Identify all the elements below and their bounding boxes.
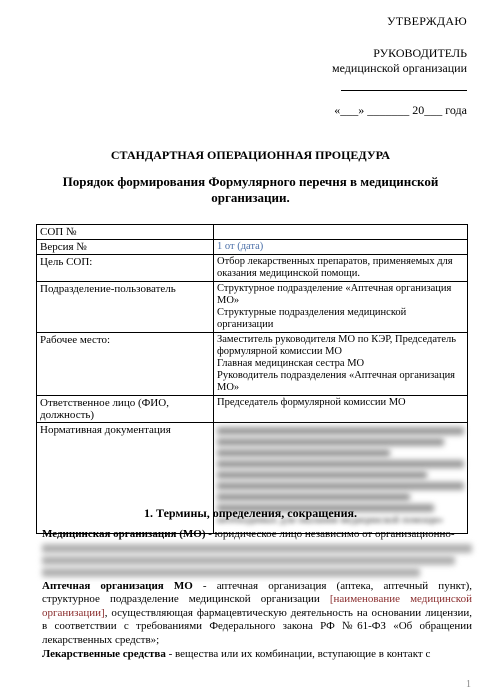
approval-block	[332, 14, 467, 118]
version-date: от (дата)	[224, 241, 264, 252]
term-name: Аптечная организация МО	[42, 579, 193, 592]
redacted-text	[42, 568, 420, 577]
norm-docs-tail: необходимых для оказания медицинской помощи»	[217, 515, 444, 526]
sop-number-label: СОП №	[37, 225, 214, 240]
version-number: 1	[217, 241, 223, 252]
responsible-value: Председатель формулярной комиссии МО	[214, 396, 468, 423]
table-row	[37, 225, 468, 240]
redacted-text	[217, 482, 464, 490]
version-value	[214, 240, 468, 255]
term-definition: , осуществляющая фармацевтическую деятельность на основании лицензии, в соответствии с требованиями Федерального закона РФ №61-ФЗ «Об обращении лекарственных средств»;	[42, 606, 472, 646]
user-dept-item: Структурные подразделения медицинской организации	[217, 307, 407, 330]
term-definition: - вещества или их комбинации, вступающие в контакт с	[165, 647, 431, 660]
redacted-text	[217, 449, 390, 457]
user-dept-label: Подразделение-пользователь	[37, 282, 214, 333]
user-dept-value	[214, 282, 468, 333]
version-label: Версия №	[37, 240, 214, 255]
table-row	[37, 255, 468, 282]
redacted-text	[42, 544, 472, 553]
workplace-item: Заместитель руководителя МО по КЭР, Председатель формулярной комиссии МО	[217, 334, 457, 357]
redacted-text	[217, 471, 427, 479]
term-paragraph	[42, 528, 472, 542]
term-paragraph	[42, 648, 472, 662]
term-name: Лекарственные средства	[42, 647, 166, 660]
table-row	[37, 333, 468, 396]
workplace-value	[214, 333, 468, 396]
sop-number-value	[214, 225, 468, 240]
redacted-text	[42, 556, 455, 565]
approval-word: УТВЕРЖДАЮ	[386, 14, 467, 28]
redacted-text	[217, 427, 464, 435]
table-row	[37, 240, 468, 255]
term-paragraph	[42, 580, 472, 648]
section-heading: 1. Термины, определения, сокращения.	[144, 506, 357, 520]
redacted-text	[217, 460, 464, 468]
org-name-placeholder: [наименование медицинской организации]	[42, 593, 472, 619]
document-title: СТАНДАРТНАЯ ОПЕРАЦИОННАЯ ПРОЦЕДУРА	[110, 148, 391, 162]
redacted-text	[217, 438, 444, 446]
page-number: 1	[466, 679, 471, 690]
user-dept-item: Структурное подразделение «Аптечная организация МО»	[217, 283, 452, 306]
goal-value: Отбор лекарственных препаратов, применяемых для оказания медицинской помощи.	[214, 255, 468, 282]
goal-label: Цель СОП:	[37, 255, 214, 282]
responsible-label: Ответственное лицо (ФИО, должность)	[37, 396, 214, 423]
terms-body	[42, 528, 472, 661]
workplace-item: Главная медицинская сестра МО	[217, 358, 365, 369]
table-row	[37, 396, 468, 423]
approval-date-line: «___» _______ 20___ года	[334, 103, 467, 117]
term-definition: - аптечная организация (аптека, аптечный пункт), структурное подразделение медицинской организации	[42, 579, 472, 606]
term-name: Медицинская организация (МО)	[42, 528, 206, 540]
approval-role: РУКОВОДИТЕЛЬ	[373, 46, 467, 60]
table-row	[37, 282, 468, 333]
approval-org: медицинской организации	[332, 61, 467, 75]
sop-meta-table	[36, 224, 468, 534]
signature-line	[341, 76, 467, 91]
workplace-item: Руководитель подразделения «Аптечная организация МО»	[217, 370, 456, 393]
term-definition: - юридическое лицо независимо от организационно-	[205, 528, 455, 540]
document-subtitle: Порядок формирования Формулярного перечня в медицинской организации.	[62, 174, 439, 205]
workplace-label: Рабочее место:	[37, 333, 214, 396]
redacted-text	[217, 493, 410, 501]
norm-docs-label: Нормативная документация	[37, 423, 214, 534]
